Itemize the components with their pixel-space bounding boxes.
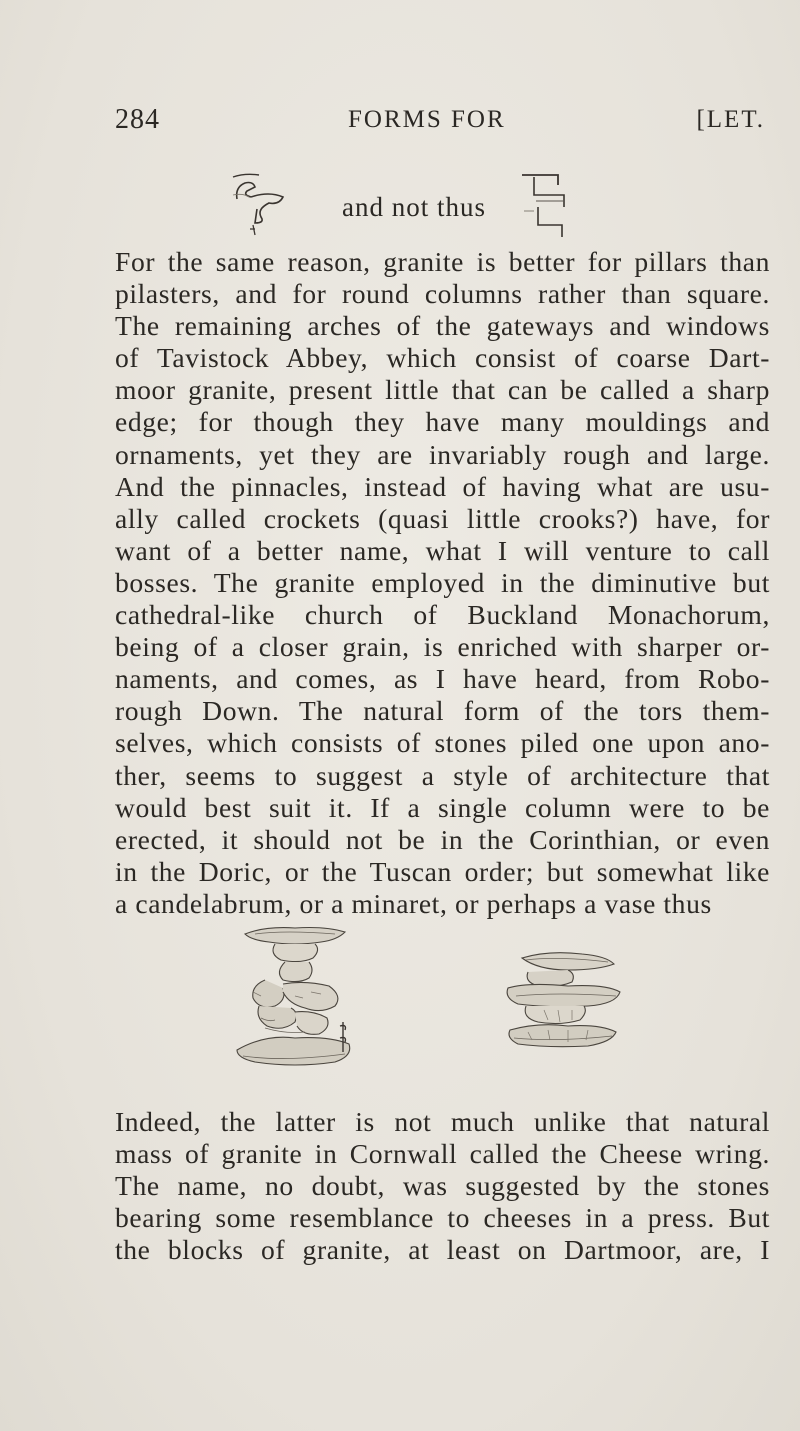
paragraph-cheese-wring (115, 1106, 770, 1266)
running-head (115, 104, 765, 144)
text-line: naments, and comes, as I have heard, from Robo- (115, 663, 770, 695)
text-line: erected, it should not be in the Corinthian, or even (115, 823, 770, 855)
text-line: edge; for though they have many mouldings and (115, 406, 770, 438)
vase-illustration-left (225, 922, 365, 1082)
text-line: in the Doric, or the Tuscan order; but somewhat like (115, 855, 770, 887)
text-line: of Tavistock Abbey, which consist of coarse Dart- (115, 342, 770, 374)
text-line: would best suit it. If a single column were to be (115, 791, 770, 823)
text-line: For the same reason, granite is better for pillars than (115, 246, 770, 277)
page-number: 284 (115, 104, 160, 135)
text-line: the blocks of granite, at least on Dartmoor, are, I (115, 1234, 770, 1266)
text-line: mass of granite in Cornwall called the Cheese wring. (115, 1138, 770, 1170)
text-line: a candelabrum, or a minaret, or perhaps a vase thus (115, 887, 712, 919)
text-line: cathedral-like church of Buckland Monachorum, (115, 599, 770, 631)
text-line: pilasters, and for round columns rather than square. (115, 278, 770, 310)
text-line: bosses. The granite employed in the diminutive but (115, 566, 770, 598)
text-line: moor granite, present little that can be called a sharp (115, 374, 770, 406)
angular-profile-sketch (504, 165, 584, 245)
text-line: ornaments, yet they are invariably rough and large. (115, 438, 770, 470)
running-title: FORMS FOR (348, 106, 506, 133)
profile-example-line (0, 165, 800, 245)
text-line: selves, which consists of stones piled one upon ano- (115, 727, 770, 759)
text-line: rough Down. The natural form of the tors them- (115, 695, 770, 727)
text-line: ther, seems to suggest a style of architecture that (115, 759, 770, 791)
text-line: bearing some resemblance to cheeses in a press. But (115, 1202, 770, 1234)
text-line: ally called crockets (quasi little crooks?) have, for (115, 502, 770, 534)
text-line: Indeed, the latter is not much unlike that natural (115, 1106, 770, 1137)
text-line: The name, no doubt, was suggested by the stones (115, 1170, 770, 1202)
rounded-profile-sketch (225, 165, 315, 245)
example-phrase: and not thus (342, 192, 486, 222)
running-section: [LET. (696, 106, 765, 133)
vase-illustration-right (488, 948, 638, 1063)
text-line: And the pinnacles, instead of having what are usu- (115, 470, 770, 502)
paragraph-tors (115, 246, 770, 920)
text-line: being of a closer grain, is enriched with sharper or- (115, 631, 770, 663)
text-line: The remaining arches of the gateways and windows (115, 310, 770, 342)
text-line: want of a better name, what I will venture to call (115, 534, 770, 566)
